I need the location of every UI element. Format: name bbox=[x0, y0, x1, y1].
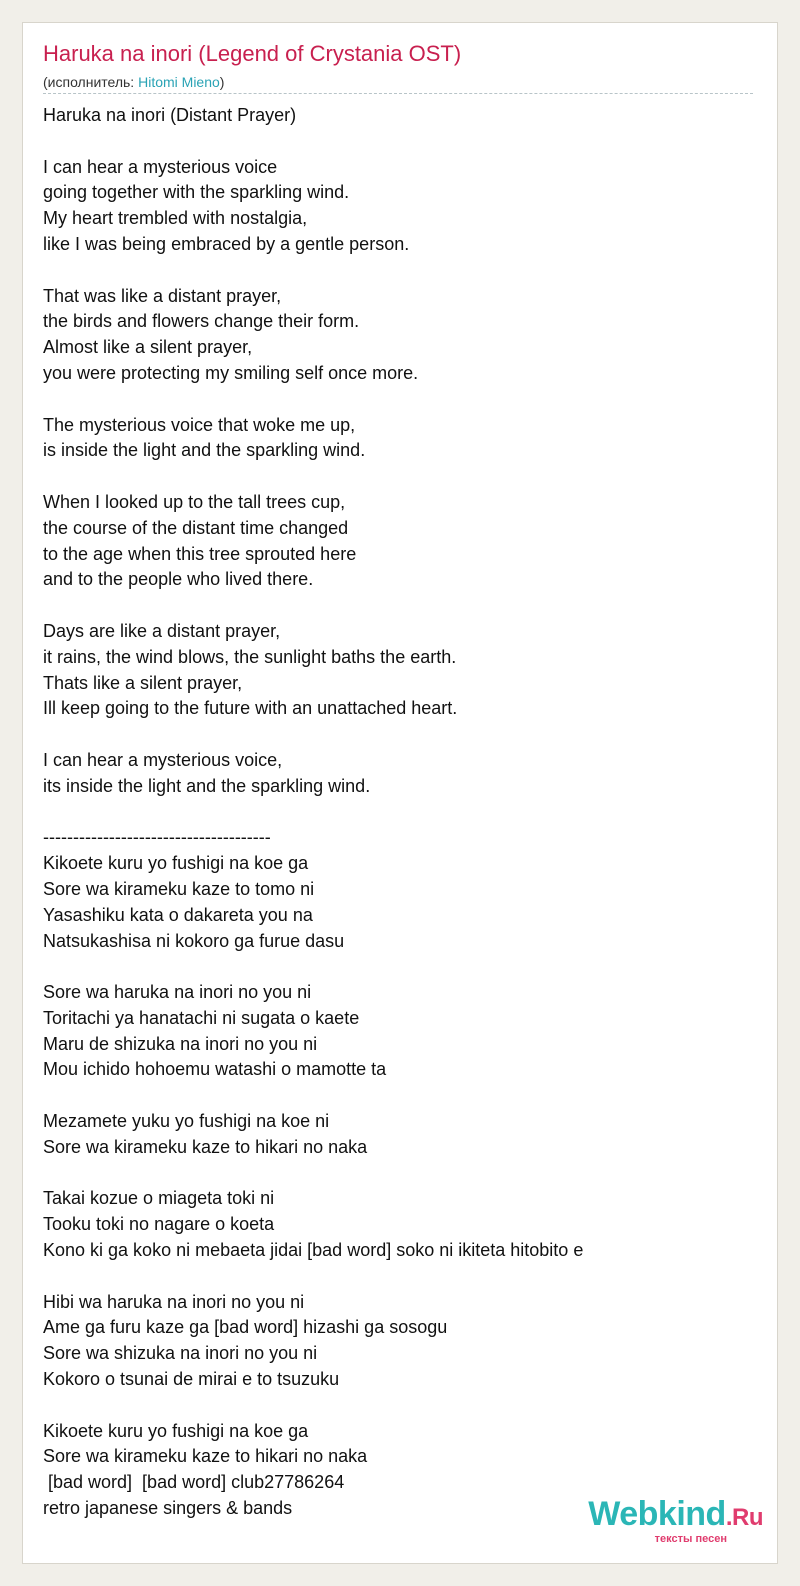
artist-link[interactable]: Hitomi Mieno bbox=[138, 74, 220, 90]
content-card bbox=[22, 22, 778, 1564]
lyric-line: Mou ichido hohoemu watashi o mamotte ta bbox=[43, 1059, 387, 1080]
lyric-line bbox=[43, 1264, 763, 1290]
lyric-line: to the age when this tree sprouted here bbox=[43, 543, 357, 564]
artist-line bbox=[43, 74, 224, 90]
lyric-line bbox=[43, 1083, 763, 1109]
lyric-line: Ill keep going to the future with an unattached heart. bbox=[43, 698, 458, 719]
lyric-line bbox=[43, 722, 763, 748]
lyric-line: Sore wa haruka na inori no you ni bbox=[43, 982, 312, 1003]
lyric-line bbox=[43, 593, 763, 619]
lyric-line: Haruka na inori (Distant Prayer) bbox=[43, 105, 297, 125]
artist-suffix: ) bbox=[219, 74, 225, 90]
logo-wordmark bbox=[588, 1497, 763, 1535]
lyric-line bbox=[43, 129, 763, 155]
lyric-line: and to the people who lived there. bbox=[43, 569, 314, 590]
lyric-line bbox=[43, 954, 763, 980]
lyric-line bbox=[43, 1161, 763, 1187]
lyric-line: Days are like a distant prayer, bbox=[43, 620, 281, 641]
lyric-line: I can hear a mysterious voice, bbox=[43, 749, 283, 770]
lyric-line: Takai kozue o miageta toki ni bbox=[43, 1188, 275, 1209]
logo-tld: .Ru bbox=[725, 1504, 763, 1531]
artist-prefix: (исполнитель: bbox=[43, 74, 139, 90]
lyric-line: Yasashiku kata o dakareta you na bbox=[43, 904, 313, 925]
lyric-line bbox=[43, 464, 763, 490]
lyric-line: Thats like a silent prayer, bbox=[43, 672, 243, 693]
lyric-line: Natsukashisa ni kokoro ga furue dasu bbox=[43, 930, 345, 951]
lyric-line: Sore wa shizuka na inori no you ni bbox=[43, 1343, 318, 1364]
lyric-line bbox=[43, 800, 763, 826]
header-divider bbox=[43, 93, 753, 94]
lyric-line: Mezamete yuku yo fushigi na koe ni bbox=[43, 1111, 330, 1132]
lyrics-body bbox=[43, 103, 763, 1522]
lyric-line: That was like a distant prayer, bbox=[43, 285, 282, 306]
lyric-line: Toritachi ya hanatachi ni sugata o kaete bbox=[43, 1007, 360, 1028]
lyric-line: the course of the distant time changed bbox=[43, 517, 349, 538]
lyric-line bbox=[43, 1393, 763, 1419]
lyric-line: When I looked up to the tall trees cup, bbox=[43, 491, 346, 512]
lyric-line: you were protecting my smiling self once more. bbox=[43, 362, 419, 383]
lyric-line: Kikoete kuru yo fushigi na koe ga bbox=[43, 853, 309, 874]
logo-main-text: Webkind bbox=[588, 1495, 726, 1533]
logo-tagline: тексты песен bbox=[654, 1533, 727, 1545]
lyric-line: Kono ki ga koko ni mebaeta jidai [bad word] soko ni ikiteta hitobito e bbox=[43, 1240, 584, 1261]
lyric-line: the birds and flowers change their form. bbox=[43, 311, 360, 332]
lyric-line: Ame ga furu kaze ga [bad word] hizashi ga sosogu bbox=[43, 1317, 448, 1338]
lyric-line bbox=[43, 258, 763, 284]
lyric-line: Sore wa kirameku kaze to hikari no naka bbox=[43, 1446, 368, 1467]
lyric-line: My heart trembled with nostalgia, bbox=[43, 208, 308, 229]
lyric-line: I can hear a mysterious voice bbox=[43, 156, 278, 177]
lyric-line: its inside the light and the sparkling wind. bbox=[43, 775, 371, 796]
lyric-line: Sore wa kirameku kaze to hikari no naka bbox=[43, 1136, 368, 1157]
lyric-line: -------------------------------------- bbox=[43, 827, 271, 848]
lyric-line: Kikoete kuru yo fushigi na koe ga bbox=[43, 1420, 309, 1441]
lyric-line: Maru de shizuka na inori no you ni bbox=[43, 1033, 318, 1054]
lyric-line: Sore wa kirameku kaze to tomo ni bbox=[43, 878, 315, 899]
lyric-line: [bad word] [bad word] club27786264 bbox=[43, 1472, 345, 1493]
site-logo[interactable] bbox=[588, 1497, 763, 1545]
lyric-line: Tooku toki no nagare o koeta bbox=[43, 1214, 275, 1235]
lyric-line: Hibi wa haruka na inori no you ni bbox=[43, 1291, 305, 1312]
lyric-line: Almost like a silent prayer, bbox=[43, 337, 253, 358]
lyric-line: is inside the light and the sparkling wind. bbox=[43, 440, 366, 461]
lyric-line: it rains, the wind blows, the sunlight baths the earth. bbox=[43, 646, 457, 667]
lyric-line: Kokoro o tsunai de mirai e to tsuzuku bbox=[43, 1369, 340, 1390]
lyric-line: going together with the sparkling wind. bbox=[43, 182, 350, 203]
lyric-line: retro japanese singers & bands bbox=[43, 1498, 293, 1519]
lyric-line: like I was being embraced by a gentle person. bbox=[43, 233, 410, 254]
lyric-line: The mysterious voice that woke me up, bbox=[43, 414, 356, 435]
song-title: Haruka na inori (Legend of Crystania OST) bbox=[43, 41, 462, 66]
lyric-line bbox=[43, 387, 763, 413]
